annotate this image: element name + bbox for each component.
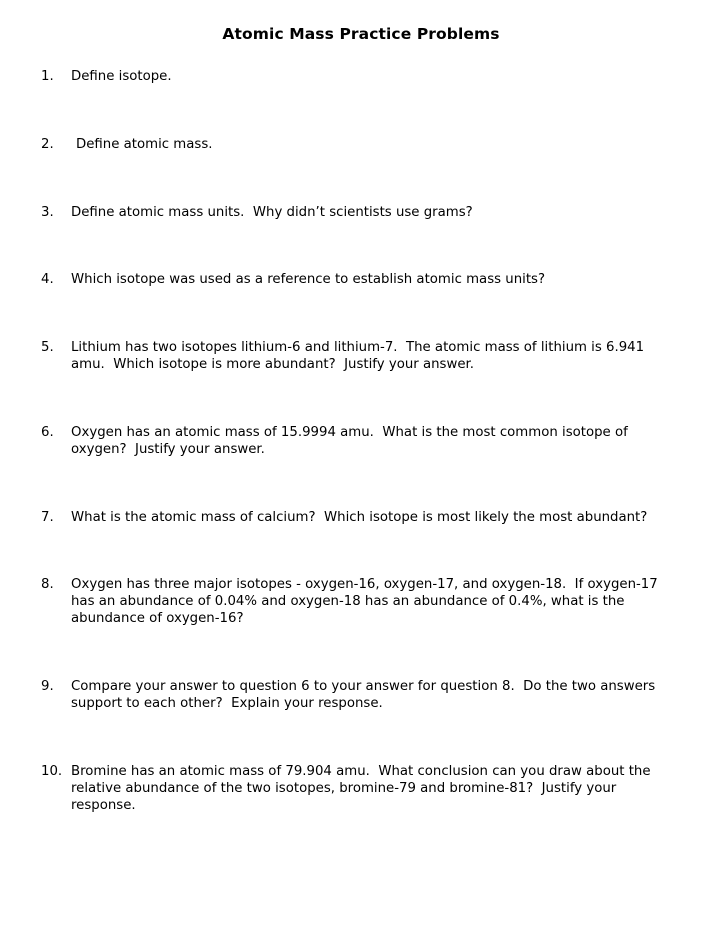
question-text: Which isotope was used as a reference to establish atomic mass units?: [71, 272, 546, 287]
question-number: 8.: [41, 577, 54, 592]
question-8: [41, 576, 681, 627]
question-1: [41, 68, 681, 85]
question-number: 10.: [41, 764, 63, 779]
question-6: [41, 424, 681, 458]
question-text: Bromine has an atomic mass of 79.904 amu. What conclusion can you draw about the relative abundance of the two isotopes, bromine-79 and bromine-81? Justify your response.: [71, 764, 655, 813]
question-number: 4.: [41, 272, 54, 287]
question-4: [41, 271, 681, 288]
question-text: Compare your answer to question 6 to your answer for question 8. Do the two answers support to each other? Explain your response.: [71, 679, 660, 711]
page-title: Atomic Mass Practice Problems: [222, 25, 500, 43]
question-9: [41, 678, 681, 712]
question-number: 3.: [41, 205, 54, 220]
question-text: Define atomic mass.: [76, 137, 213, 152]
question-number: 7.: [41, 510, 54, 525]
question-10: [41, 763, 681, 814]
question-7: [41, 509, 681, 526]
question-2: [41, 136, 681, 153]
question-text: Define isotope.: [71, 69, 172, 84]
question-number: 5.: [41, 340, 54, 355]
question-text: What is the atomic mass of calcium? Which isotope is most likely the most abundant?: [71, 510, 648, 525]
question-number: 1.: [41, 69, 54, 84]
question-number: 9.: [41, 679, 54, 694]
question-text: Define atomic mass units. Why didn’t scientists use grams?: [71, 205, 473, 220]
question-number: 6.: [41, 425, 54, 440]
question-text: Oxygen has an atomic mass of 15.9994 amu. What is the most common isotope of oxygen? Justify your answer.: [71, 425, 633, 457]
question-5: [41, 339, 681, 373]
question-number: 2.: [41, 137, 54, 152]
question-3: [41, 204, 681, 221]
question-text: Oxygen has three major isotopes - oxygen-16, oxygen-17, and oxygen-18. If oxygen-17 has an abundance of 0.04% and oxygen-18 has an abundance of 0.4%, what is the abundance of oxygen-16?: [71, 577, 662, 626]
question-text: Lithium has two isotopes lithium-6 and lithium-7. The atomic mass of lithium is 6.941 amu. Which isotope is more abundant? Justify your answer.: [71, 340, 649, 372]
